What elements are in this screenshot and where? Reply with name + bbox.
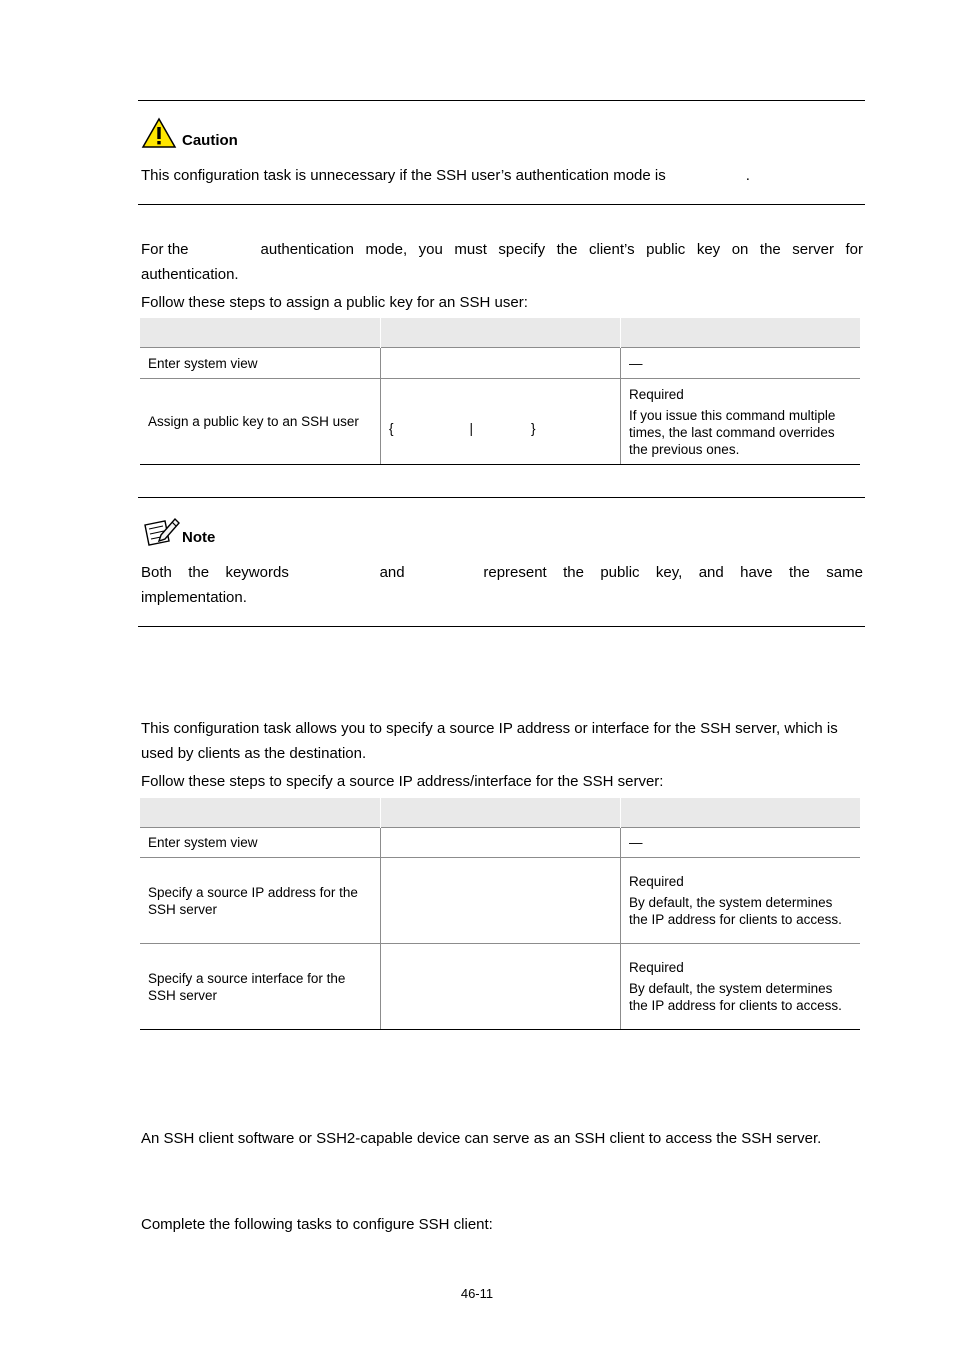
command-cell	[381, 944, 621, 1030]
header-operation	[140, 798, 381, 828]
table-row	[140, 348, 860, 379]
remarks-cell: Required If you issue this command multiple times, the last command overrides the previous ones.	[621, 379, 861, 465]
client-tasks-intro: Complete the following tasks to configure SSH client:	[141, 1216, 493, 1233]
caution-icon	[141, 117, 177, 149]
assign-key-steps-intro: Follow these steps to assign a public key for an SSH user:	[141, 294, 528, 311]
table-header-row	[140, 798, 860, 828]
caution-text: This configuration task is unnecessary if the SSH user’s authentication mode is .	[141, 167, 750, 184]
caution-label: Caution	[182, 132, 238, 149]
note-text: Both the keywords and represent the public key, and have the same implementation.	[141, 564, 863, 606]
operation-cell: Assign a public key to an SSH user	[140, 379, 381, 465]
assign-key-table	[140, 318, 860, 465]
source-ip-table	[140, 798, 860, 1030]
command-cell	[381, 858, 621, 944]
command-cell	[381, 348, 621, 379]
source-ip-intro: This configuration task allows you to specify a source IP address or interface for the SSH server, which is used by clients as the destination.	[141, 720, 838, 762]
caution-bottom-rule	[138, 204, 865, 205]
operation-cell: Enter system view	[140, 348, 381, 379]
note-pencil-icon	[141, 515, 181, 547]
remarks-cell: —	[621, 828, 861, 858]
header-remarks	[621, 798, 861, 828]
operation-cell: Enter system view	[140, 828, 381, 858]
command-cell	[381, 828, 621, 858]
caution-top-rule	[138, 100, 865, 101]
operation-cell: Specify a source interface for the SSH server	[140, 944, 381, 1030]
table-row	[140, 379, 860, 465]
header-command	[381, 798, 621, 828]
table-row	[140, 858, 860, 944]
assign-key-intro: For the authentication mode, you must specify the client’s public key on the server for authentication.	[141, 241, 863, 283]
note-top-rule	[138, 497, 865, 498]
page-number: 46-11	[460, 1286, 494, 1301]
header-command	[381, 318, 621, 348]
client-intro: An SSH client software or SSH2-capable device can serve as an SSH client to access the SSH server.	[141, 1130, 822, 1147]
header-operation	[140, 318, 381, 348]
remarks-cell: —	[621, 348, 861, 379]
remarks-cell: Required By default, the system determines the IP address for clients to access.	[621, 858, 861, 944]
table-row	[140, 944, 860, 1030]
source-ip-steps-intro: Follow these steps to specify a source IP address/interface for the SSH server:	[141, 773, 664, 790]
table-header-row	[140, 318, 860, 348]
operation-cell: Specify a source IP address for the SSH server	[140, 858, 381, 944]
table-row	[140, 828, 860, 858]
note-bottom-rule	[138, 626, 865, 627]
header-remarks	[621, 318, 861, 348]
command-cell: { | }	[381, 379, 621, 465]
note-label: Note	[182, 529, 216, 546]
remarks-cell: Required By default, the system determines the IP address for clients to access.	[621, 944, 861, 1030]
